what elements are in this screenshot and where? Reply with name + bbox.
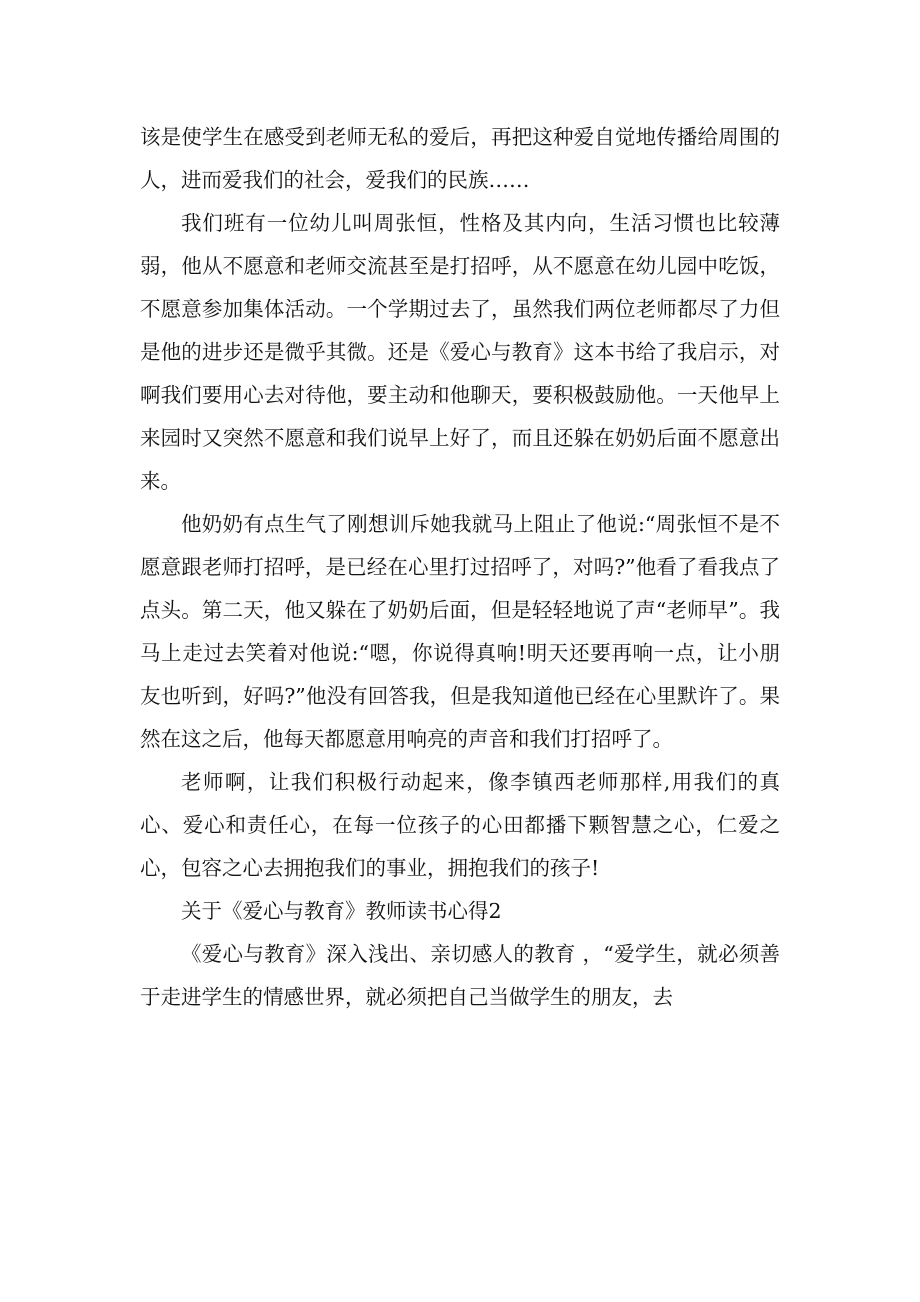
section-heading: 关于《爱心与教育》教师读书心得2 [181,899,502,923]
paragraph-continued: 该是使学生在感受到老师无私的爱后，再把这种爱自觉地传播给周围的人，进而爱我们的社会，爱我们的民族…… [140,125,780,192]
document-body [140,116,780,1019]
paragraph-love-and-education: 《爱心与教育》深入浅出、亲切感人的教育 ，“爱学生，就必须善于走进学生的情感世界，就必须把自己当做学生的朋友，去 [140,942,780,1009]
paragraph-zhou-zhangheng: 我们班有一位幼儿叫周张恒，性格及其内向，生活习惯也比较薄弱，他从不愿意和老师交流甚至是打招呼，从不愿意在幼儿园中吃饭，不愿意参加集体活动。一个学期过去了，虽然我们两位老师都尽了力但是他的进步还是微乎其微。还是《爱心与教育》这本书给了我启示，对啊我们要用心去对待他，要主动和他聊天，要积极鼓励他。一天他早上来园时又突然不愿意和我们说早上好了，而且还躲在奶奶后面不愿意出来。 [140,211,780,493]
paragraph-conclusion: 老师啊，让我们积极行动起来，像李镇西老师那样,用我们的真心、爱心和责任心，在每一位孩子的心田都播下颗智慧之心，仁爱之心，包容之心去拥抱我们的事业，拥抱我们的孩子! [140,770,780,880]
paragraph-grandma: 他奶奶有点生气了刚想训斥她我就马上阻止了他说:“周张恒不是不愿意跟老师打招呼，是已经在心里打过招呼了，对吗?”他看了看我点了点头。第二天，他又躲在了奶奶后面，但是轻轻地说了声“老师早”。我马上走过去笑着对他说:“嗯，你说得真响!明天还要再响一点，让小朋友也听到，好吗?”他没有回答我，但是我知道他已经在心里默许了。果然在这之后，他每天都愿意用响亮的声音和我们打招呼了。 [140,512,780,751]
